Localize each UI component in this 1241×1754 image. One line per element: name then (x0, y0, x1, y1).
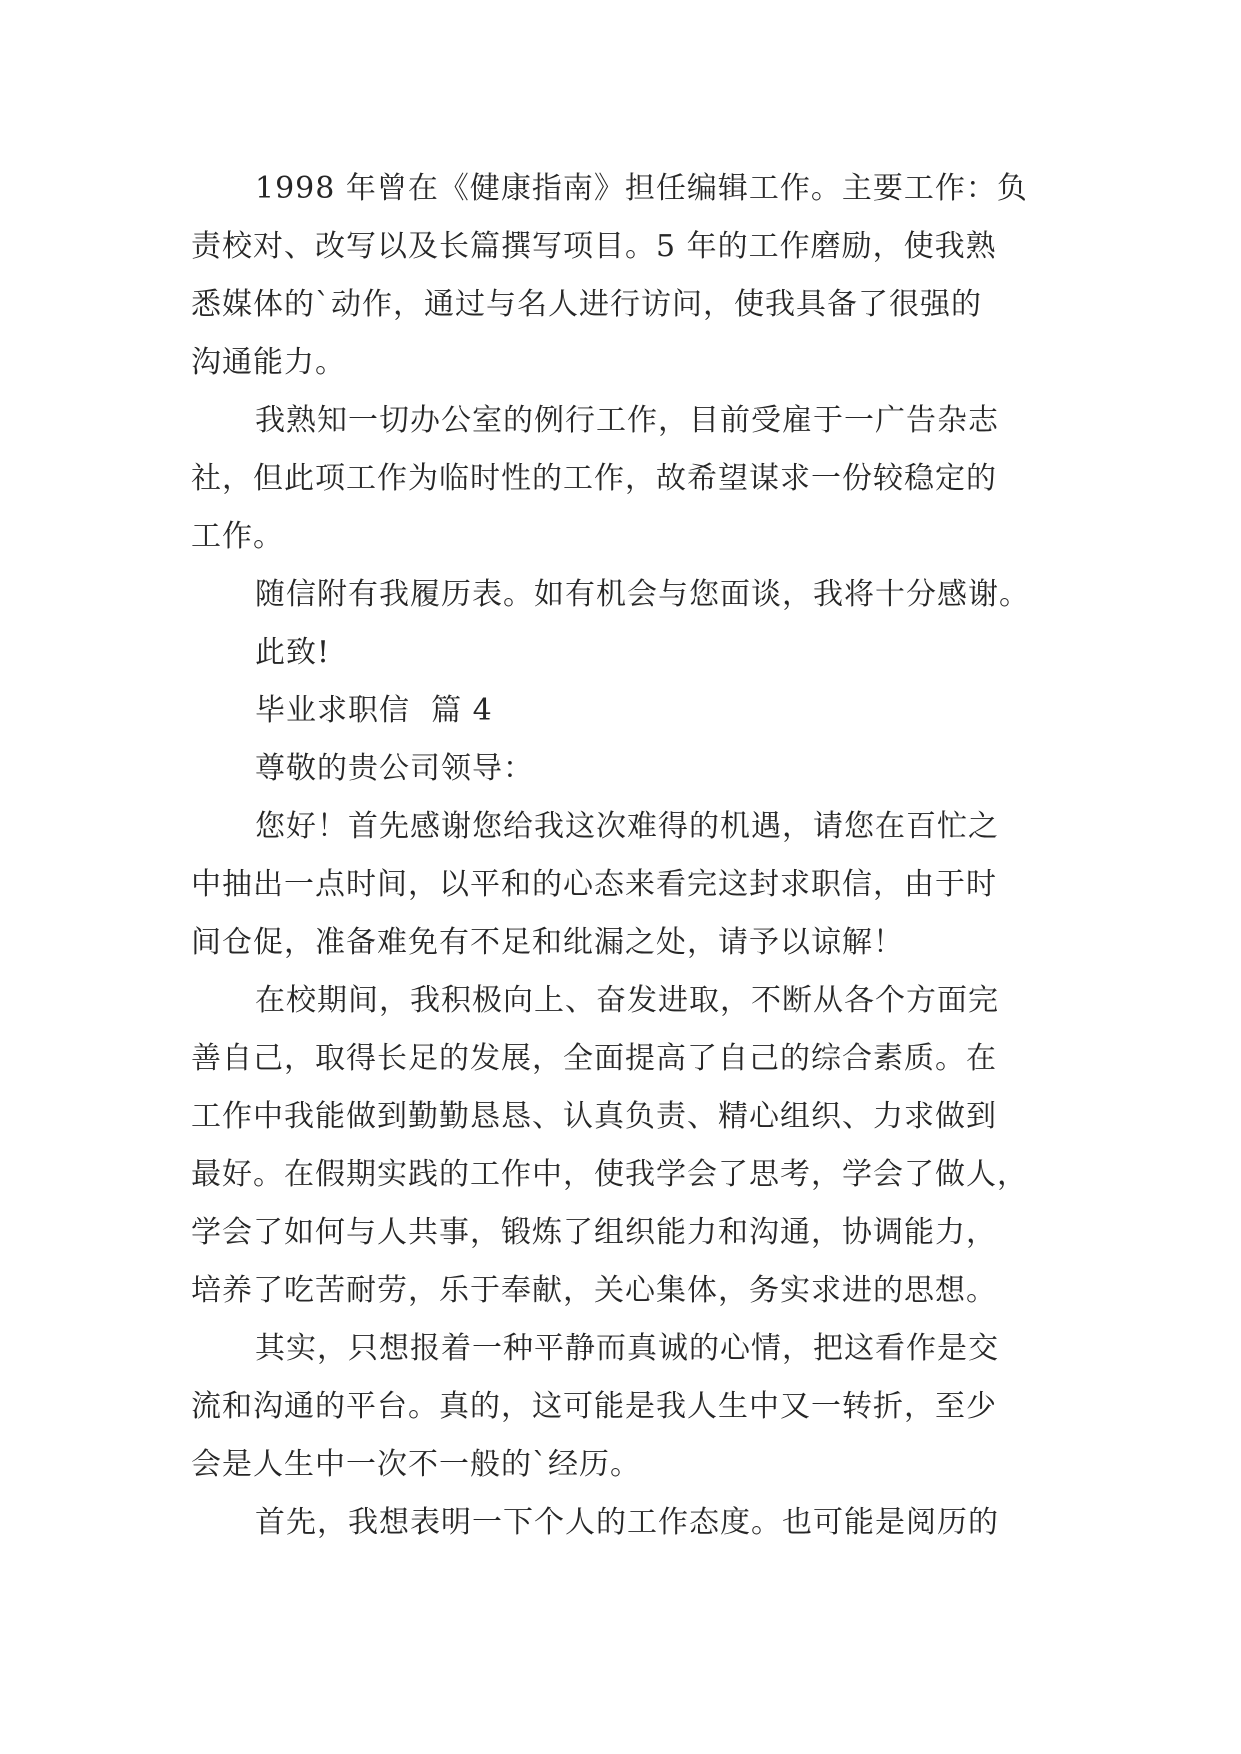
text-line: 间仓促，准备难免有不足和纰漏之处，请予以谅解！ (191, 925, 904, 960)
text-line: 工作。 (191, 519, 284, 554)
text-line: 尊敬的贵公司领导： (255, 751, 534, 786)
paragraph-opening (191, 798, 1051, 972)
text-line: 流和沟通的平台。真的，这可能是我人生中又一转折，至少 (191, 1389, 997, 1424)
text-line: 我熟知一切办公室的例行工作，目前受雇于一广告杂志 (255, 403, 999, 438)
text-line: 培养了吃苦耐劳，乐于奉献，关心集体，务实求进的思想。 (191, 1273, 997, 1308)
text-line: 社，但此项工作为临时性的工作，故希望谋求一份较稳定的 (191, 461, 997, 496)
text-line: 善自己，取得长足的发展，全面提高了自己的综合素质。在 (191, 1041, 997, 1076)
closing-salutation (191, 624, 1051, 682)
text-line: 沟通能力。 (191, 345, 346, 380)
section-heading (191, 682, 1051, 740)
text-line: 工作中我能做到勤勤恳恳、认真负责、精心组织、力求做到 (191, 1099, 997, 1134)
paragraph-resume-attached (191, 566, 1051, 624)
paragraph-school-experience (191, 972, 1051, 1320)
section-title: 毕业求职信 篇 4 (255, 693, 493, 728)
text-line: 此致! (255, 635, 331, 670)
paragraph-work-attitude (191, 1494, 1051, 1552)
text-line: 学会了如何与人共事，锻炼了组织能力和沟通，协调能力， (191, 1215, 997, 1250)
text-line: 最好。在假期实践的工作中，使我学会了思考，学会了做人， (191, 1157, 1028, 1192)
text-line: 1998 年曾在《健康指南》担任编辑工作。主要工作：负 (255, 171, 1028, 206)
text-line: 悉媒体的`动作，通过与名人进行访问，使我具备了很强的 (191, 287, 982, 322)
document-body (191, 160, 1051, 1552)
text-line: 责校对、改写以及长篇撰写项目。5 年的工作磨励，使我熟 (191, 229, 997, 264)
paragraph-sincere-intent (191, 1320, 1051, 1494)
text-line: 中抽出一点时间，以平和的心态来看完这封求职信，由于时 (191, 867, 997, 902)
text-line: 会是人生中一次不一般的`经历。 (191, 1447, 641, 1482)
text-line: 首先，我想表明一下个人的工作态度。也可能是阅历的 (255, 1505, 999, 1540)
text-line: 随信附有我履历表。如有机会与您面谈，我将十分感谢。 (255, 577, 1030, 612)
paragraph-editor-experience (191, 160, 1051, 392)
paragraph-office-work (191, 392, 1051, 566)
text-line: 您好！首先感谢您给我这次难得的机遇，请您在百忙之 (255, 809, 999, 844)
text-line: 在校期间，我积极向上、奋发进取，不断从各个方面完 (255, 983, 999, 1018)
text-line: 其实，只想报着一种平静而真诚的心情，把这看作是交 (255, 1331, 999, 1366)
greeting (191, 740, 1051, 798)
